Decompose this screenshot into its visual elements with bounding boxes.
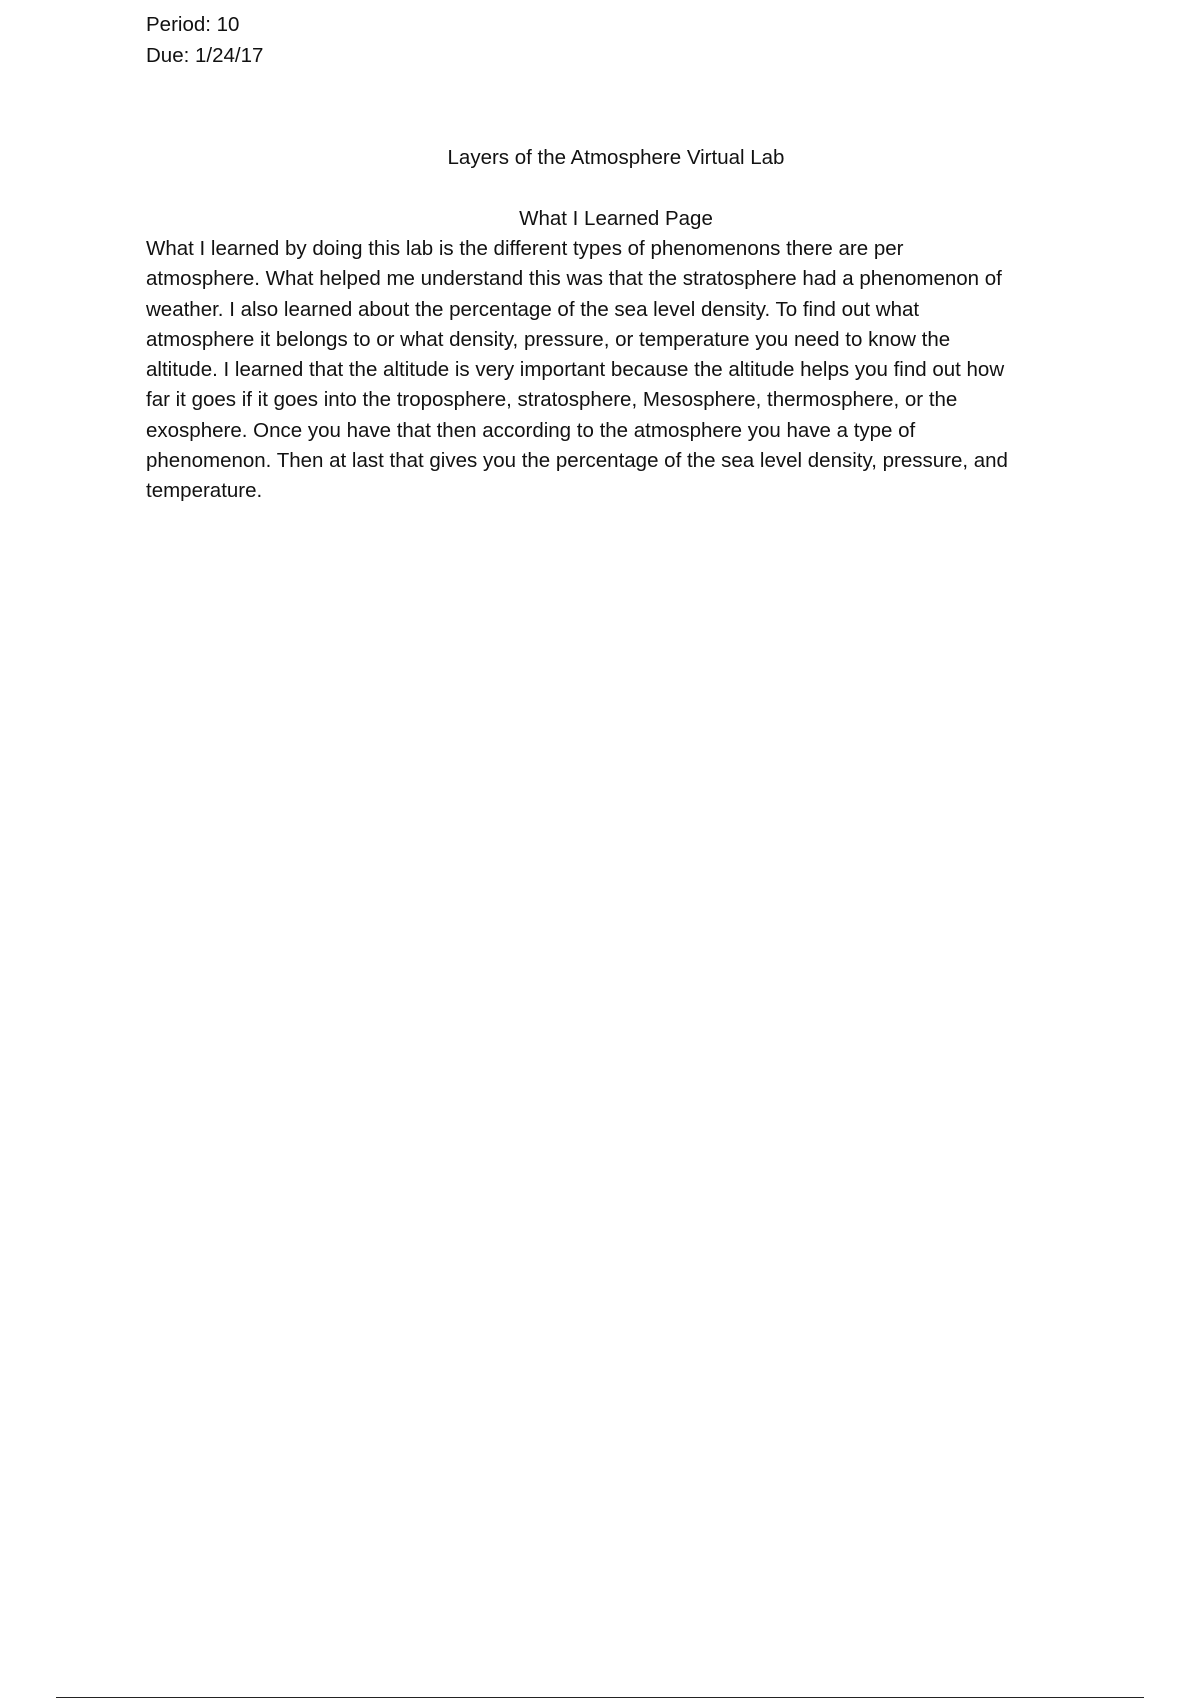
period-line: Period: 10: [146, 13, 240, 36]
body-line: weather. I also learned about the percentage of the sea level density. To find out what: [146, 297, 920, 321]
body-line: altitude. I learned that the altitude is very important because the altitude helps you find out how: [146, 358, 1005, 382]
header-block: [146, 9, 263, 71]
document-title: Layers of the Atmosphere Virtual Lab: [447, 146, 785, 169]
body-line: exosphere. Once you have that then according to the atmosphere you have a type of: [146, 418, 916, 442]
body-line: What I learned by doing this lab is the different types of phenomenons there are per: [146, 237, 904, 260]
body-line: atmosphere it belongs to or what density, pressure, or temperature you need to know the: [146, 327, 951, 351]
body-line: far it goes if it goes into the troposphere, stratosphere, Mesosphere, thermosphere, or the: [146, 388, 958, 412]
body-line: atmosphere. What helped me understand this was that the stratosphere had a phenomenon of: [146, 267, 1002, 291]
body-line: temperature.: [146, 479, 263, 503]
body-line: phenomenon. Then at last that gives you the percentage of the sea level density, pressure, and: [146, 449, 1008, 473]
body-paragraph: [146, 234, 1096, 507]
section-title: What I Learned Page: [519, 207, 713, 230]
page-bottom-rule: [56, 1697, 1144, 1698]
due-date-line: Due: 1/24/17: [146, 44, 264, 67]
